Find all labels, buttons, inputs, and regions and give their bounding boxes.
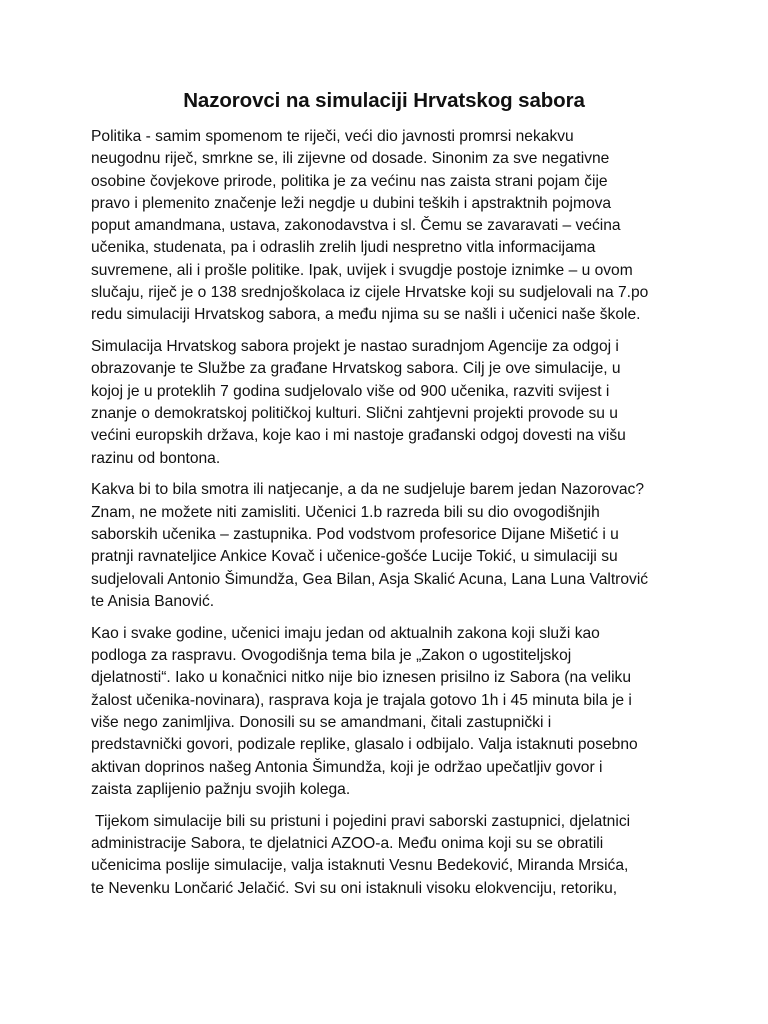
text-line: Politika - samim spomenom te riječi, veći dio javnosti promrsi nekakvu xyxy=(91,128,574,145)
text-line: više nego zanimljiva. Donosili su se amandmani, čitali zastupnički i xyxy=(91,713,552,731)
paragraph-4 xyxy=(91,623,691,801)
text-line: razinu od bontona. xyxy=(91,449,221,467)
text-line: Kakva bi to bila smotra ili natjecanje, a da ne sudjeluje barem jedan Nazorovac? xyxy=(91,481,645,499)
text-line: podloga za raspravu. Ovogodišnja tema bila je „Zakon o ugostiteljskoj xyxy=(91,647,572,665)
page-title: Nazorovci na simulaciji Hrvatskog sabora xyxy=(183,89,585,112)
text-line: žalost učenika-novinara), rasprava koja je trajala gotovo 1h i 45 minuta bila je i xyxy=(91,691,632,709)
text-line: pravo i plemenito značenje leži negdje u dubini teških i apstraktnih pojmova xyxy=(91,194,612,212)
text-line: Simulacija Hrvatskog sabora projekt je nastao suradnjom Agencije za odgoj i xyxy=(91,338,619,356)
text-line: pratnji ravnateljice Ankice Kovač i učenice-gošće Lucije Tokić, u simulaciji su xyxy=(91,548,618,566)
text-line: te Nevenku Lončarić Jelačić. Svi su oni istaknuli visoku elokvenciju, retoriku, xyxy=(91,879,618,897)
text-line: zaista zaplijenio pažnju svojih kolega. xyxy=(91,780,351,798)
paragraph-3 xyxy=(91,479,691,613)
text-line: kojoj je u proteklih 7 godina sudjelovalo više od 900 učenika, razviti svijest i xyxy=(91,382,610,400)
text-line: Kao i svake godine, učenici imaju jedan od aktualnih zakona koji služi kao xyxy=(91,624,600,642)
text-line: slučaju, riječ je o 138 srednjoškolaca iz cijele Hrvatske koji su sudjelovali na 7.po xyxy=(91,284,649,302)
paragraph-2 xyxy=(91,336,691,470)
text-line: većini europskih država, koje kao i mi nastoje građanski odgoj dovesti na višu xyxy=(91,427,626,445)
text-line: obrazovanje te Službe za građane Hrvatskog sabora. Cilj je ove simulacije, u xyxy=(91,360,621,378)
paragraph-1 xyxy=(91,126,691,327)
article-body xyxy=(91,126,691,909)
text-line: te Anisia Banović. xyxy=(91,592,215,610)
text-line: predstavnički govori, podizale replike, glasalo i odbijalo. Valja istaknuti posebno xyxy=(91,736,638,754)
text-line: suvremene, ali i prošle politike. Ipak, uvijek i svugdje postoje iznimke – u ovom xyxy=(91,261,633,279)
text-line: znanje o demokratskoj političkoj kulturi. Slični zahtjevni projekti provode su u xyxy=(91,405,618,423)
text-line: Tijekom simulacije bili su pristuni i pojedini pravi saborski zastupnici, djelatnici xyxy=(91,812,631,830)
text-line: poput amandmana, ustava, zakonodavstva i sl. Čemu se zavaravati – većina xyxy=(91,217,621,235)
text-line: Znam, ne možete niti zamisliti. Učenici 1.b razreda bili su dio ovogodišnjih xyxy=(91,503,600,521)
text-line: učenika, studenata, pa i odraslih zrelih ljudi nespretno vitla informacijama xyxy=(91,239,596,257)
text-line: djelatnosti“. Iako u konačnici nitko nije bio iznesen prisilno iz Sabora (na veliku xyxy=(91,669,632,687)
text-line: aktivan doprinos našeg Antonia Šimundža, koji je održao upečatljiv govor i xyxy=(91,758,603,776)
paragraph-5 xyxy=(91,811,691,900)
text-line: redu simulaciji Hrvatskog sabora, a među njima su se našli i učenici naše škole. xyxy=(91,306,641,324)
text-line: administracije Sabora, te djelatnici AZOO-a. Među onima koji su se obratili xyxy=(91,834,604,852)
text-line: neugodnu riječ, smrkne se, ili zijevne od dosade. Sinonim za sve negativne xyxy=(91,150,610,168)
text-line: saborskih učenika – zastupnika. Pod vodstvom profesorice Dijane Mišetić i u xyxy=(91,526,619,544)
text-line: učenicima poslije simulacije, valja istaknuti Vesnu Bedeković, Miranda Mrsića, xyxy=(91,857,629,875)
text-line: osobine čovjekove prirode, politika je za većinu nas zaista strani pojam čije xyxy=(91,172,608,190)
text-line: sudjelovali Antonio Šimundža, Gea Bilan, Asja Skalić Acuna, Lana Luna Valtrović xyxy=(91,570,649,588)
